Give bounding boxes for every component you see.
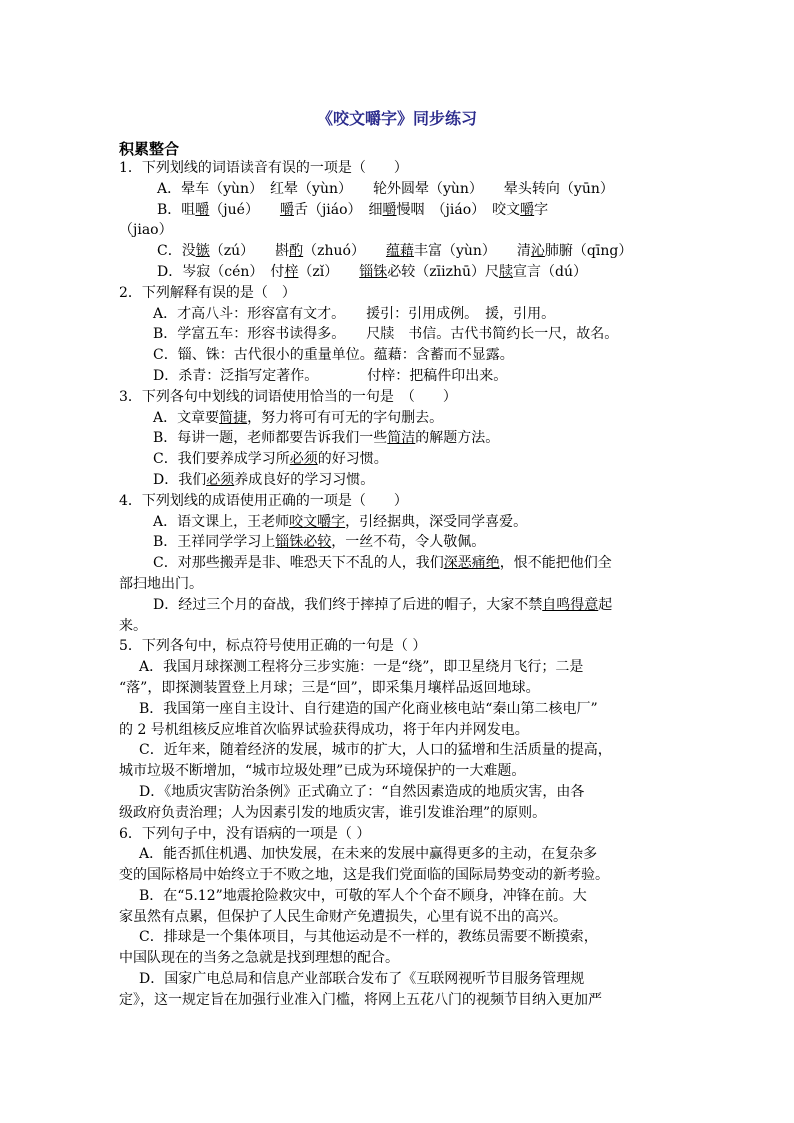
question-5-option-c: C．近年来，随着经济的发展，城市的扩大，人口的猛增和生活质量的提高， — [139, 742, 612, 759]
underlined-word: 嚼 — [195, 201, 210, 218]
question-4-option-a: A．语文课上，王老师咬文嚼字，引经据典，深受同学喜爱。 — [153, 513, 528, 530]
question-2-stem: 2．下列解释有误的是（ ） — [119, 284, 296, 301]
question-6-option-a: A．能否抓住机遇、加快发展，在未来的发展中赢得更多的主动，在复杂多 — [139, 846, 598, 863]
underlined-word: 牍 — [498, 263, 513, 280]
question-3-option-d: D．我们必须养成良好的学习习惯。 — [153, 471, 375, 488]
question-4-option-d-continued: 来。 — [119, 617, 147, 634]
underlined-word: 嚼 — [382, 201, 397, 218]
underlined-word: 必须 — [206, 471, 235, 488]
underlined-word: 咬文嚼字 — [289, 513, 346, 530]
question-1-stem: 1．下列划线的词语读音有误的一项是（ ） — [119, 160, 408, 176]
page-title: 《咬文嚼字》同步练习 — [316, 109, 477, 128]
question-4-option-d: D．经过三个月的奋战，我们终于摔掉了后进的帽子，大家不禁自鸣得意起 — [153, 596, 613, 613]
question-6-option-d: D．国家广电总局和信息产业部联合发布了《互联网视听节目服务管理规 — [139, 971, 585, 988]
underlined-word: 镞 — [195, 243, 210, 260]
question-6-option-c: C．排球是一个集体项目，与其他运动是不一样的，教练员需要不断摸索， — [139, 929, 598, 946]
question-4-option-b: B．王祥同学学习上锱铢必较，一丝不苟，令人敬佩。 — [153, 534, 486, 551]
question-6-option-d-continued: 定》，这一规定旨在加强行业准入门槛，将网上五花八门的视频节目纳入更加严 — [119, 991, 602, 1008]
section-heading: 积累整合 — [119, 140, 180, 158]
exercise-content — [119, 158, 675, 1011]
question-1-option-a: A．晕车（yùn） 红晕（yùn） 轮外圆晕（yùn） 晕头转向（yūn） — [157, 180, 614, 197]
question-2-option-d: D．杀青：泛指写定著作。 付梓：把稿件印出来。 — [153, 367, 508, 384]
underlined-word: 简捷 — [219, 409, 248, 426]
question-3-stem: 3．下列各句中划线的词语使用恰当的一句是 （ ） — [119, 388, 457, 405]
question-1-option-d: D．岑寂（cén） 付梓（zǐ） 锱铢必较（zīizhū）尺牍宣言（dú） — [157, 263, 587, 280]
question-6-stem: 6．下列句子中，没有语病的一项是（ ） — [119, 825, 371, 842]
question-5-option-a-continued: “落”，即探测装置登上月球；三是“回”，即采集月壤样品返回地球。 — [119, 679, 540, 696]
underlined-word: 锱铢必较 — [275, 534, 332, 551]
underlined-word: 深恶痛绝 — [443, 555, 500, 572]
question-5-stem: 5．下列各句中，标点符号使用正确的一句是（ ） — [119, 638, 427, 655]
question-5-option-d-continued: 级政府负责治理；人为因素引发的地质灾害，谁引发谁治理”的原则。 — [119, 804, 547, 821]
question-2-option-c: C．锱、铢：古代很小的重量单位。蕴藉：含蓄而不显露。 — [153, 347, 514, 364]
question-5-option-a: A．我国月球探测工程将分三步实施：一是“绕”，即卫星绕月飞行；二是 — [139, 659, 584, 676]
underlined-word: 梓 — [284, 263, 299, 280]
question-4-option-c: C．对那些搬弄是非、唯恐天下不乱的人，我们深恶痛绝，恨不能把他们全 — [153, 555, 612, 572]
question-5-option-c-continued: 城市垃圾不断增加，“城市垃圾处理”已成为环境保护的一大难题。 — [119, 763, 526, 780]
underlined-word: 自鸣得意 — [542, 596, 599, 613]
question-1-option-c: C．没镞（zú） 斟酌（zhuó） 蕴藉丰富（yùn） 清沁肺腑（qīng） — [157, 243, 633, 260]
question-6-option-a-continued: 变的国际格局中始终立于不败之地，这是我们党面临的国际局势变动的新考验。 — [119, 867, 609, 884]
question-5-option-b-continued: 的 2 号机组核反应堆首次临界试验获得成功，将于年内并网发电。 — [119, 721, 529, 738]
question-2-option-a: A．才高八斗：形容富有文才。 援引：引用成例。 援，引用。 — [153, 305, 556, 322]
question-2-option-b: B．学富五车：形容书读得多。 尺牍 书信。古代书简约长一尺，故名。 — [153, 326, 619, 343]
underlined-word: 嚼 — [520, 201, 535, 218]
underlined-word: 锱铢 — [359, 263, 388, 280]
question-5-option-d: D．《地质灾害防治条例》正式确立了：“自然因素造成的地质灾害，由各 — [139, 783, 585, 800]
underlined-word: 简洁 — [387, 430, 416, 447]
underlined-word: 嚼 — [279, 201, 294, 218]
question-6-option-b-continued: 家虽然有点累，但保护了人民生命财产免遭损失，心里有说不出的高兴。 — [119, 908, 567, 925]
question-3-option-a: A．文章要简捷，努力将可有可无的字句删去。 — [153, 409, 444, 426]
question-3-option-b: B．每讲一题，老师都要告诉我们一些简洁的解题方法。 — [153, 430, 500, 447]
question-1-option-b-continued: （jiao） — [119, 222, 173, 239]
question-6-option-b: B．在“5.12”地震抢险救灾中，可敬的军人个个奋不顾身，冲锋在前。大 — [139, 887, 587, 904]
question-3-option-c: C．我们要养成学习所必须的好习惯。 — [153, 451, 388, 468]
underlined-word: 蕴藉 — [385, 243, 414, 260]
underlined-word: 沁 — [530, 243, 545, 260]
question-5-option-b: B．我国第一座自主设计、自行建造的国产化商业核电站“秦山第二核电厂” — [139, 700, 598, 717]
question-1-option-b: B．咀嚼（jué） 嚼舌（jiáo） 细嚼慢咽 （jiáo） 咬文嚼字 — [157, 201, 549, 218]
underlined-word: 必须 — [289, 451, 318, 468]
underlined-word: 酌 — [289, 243, 304, 260]
question-4-option-c-continued: 部扫地出门。 — [119, 575, 203, 592]
question-4-stem: 4．下列划线的成语使用正确的一项是（ ） — [119, 492, 408, 509]
question-6-option-c-continued: 中国队现在的当务之急就是找到理想的配合。 — [119, 950, 399, 967]
